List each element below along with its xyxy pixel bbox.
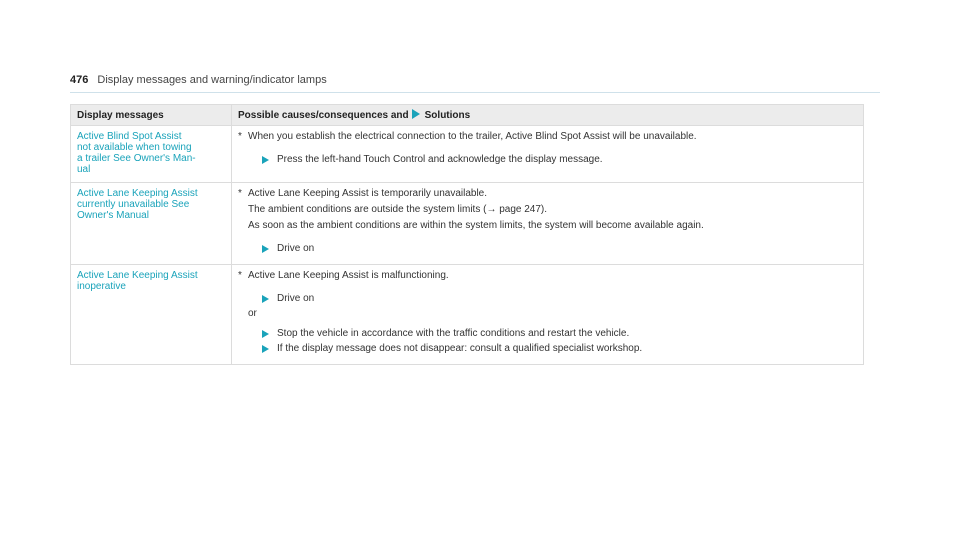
col-header-solutions: Solutions [424, 110, 471, 121]
play-arrow-icon [262, 156, 269, 164]
message-cell [71, 126, 232, 183]
table-header-row [71, 105, 864, 126]
message-line[interactable]: not available when towing [77, 142, 192, 153]
or-text: or [248, 308, 257, 319]
play-arrow-icon [412, 109, 420, 119]
asterisk-icon: * [238, 270, 242, 281]
message-line[interactable]: Owner's Manual [77, 210, 149, 221]
play-arrow-icon [262, 295, 269, 303]
message-line[interactable]: Active Lane Keeping Assist [77, 188, 198, 199]
play-arrow-icon [262, 330, 269, 338]
col-header-display-messages: Display messages [71, 105, 232, 126]
cause-text: * Active Lane Keeping Assist is temporarily unavailable. [238, 188, 488, 199]
table-row [71, 126, 864, 183]
solution-step: Drive on [238, 293, 857, 305]
table-row [71, 265, 864, 365]
message-line[interactable]: ual [77, 164, 91, 175]
page-number: 476 [70, 74, 89, 86]
table-row [71, 183, 864, 265]
play-arrow-icon [262, 345, 269, 353]
col-header-causes: Possible causes/consequences and [238, 110, 409, 121]
message-cell [71, 183, 232, 265]
cause-text: * Active Lane Keeping Assist is malfunctioning. [238, 270, 449, 281]
page-header [70, 74, 880, 93]
asterisk-icon: * [238, 188, 242, 199]
message-line[interactable]: currently unavailable See [77, 199, 190, 210]
message-line[interactable]: Active Lane Keeping Assist [77, 270, 198, 281]
solution-cell [232, 183, 864, 265]
detail-text: As soon as the ambient conditions are within the system limits, the system will become available again. [248, 220, 704, 231]
detail-text: The ambient conditions are outside the system limits (→ page 247). [248, 204, 548, 215]
solution-step: Stop the vehicle in accordance with the traffic conditions and restart the vehicle. [238, 328, 857, 340]
header-title: Display messages and warning/indicator lamps [97, 74, 327, 86]
message-line[interactable]: Active Blind Spot Assist [77, 131, 182, 142]
solution-cell [232, 126, 864, 183]
display-messages-table [70, 104, 864, 365]
solution-cell [232, 265, 864, 365]
solution-step: Press the left-hand Touch Control and acknowledge the display message. [238, 154, 857, 166]
message-cell [71, 265, 232, 365]
asterisk-icon: * [238, 131, 242, 142]
col-header-causes-solutions [232, 105, 864, 126]
message-line[interactable]: a trailer See Owner's Man- [77, 153, 196, 164]
cause-text: * When you establish the electrical connection to the trailer, Active Blind Spot Assist will be unavailable. [238, 131, 697, 142]
solution-step: If the display message does not disappear: consult a qualified specialist workshop. [238, 343, 857, 355]
play-arrow-icon [262, 245, 269, 253]
solution-step: Drive on [238, 243, 857, 255]
message-line[interactable]: inoperative [77, 281, 126, 292]
